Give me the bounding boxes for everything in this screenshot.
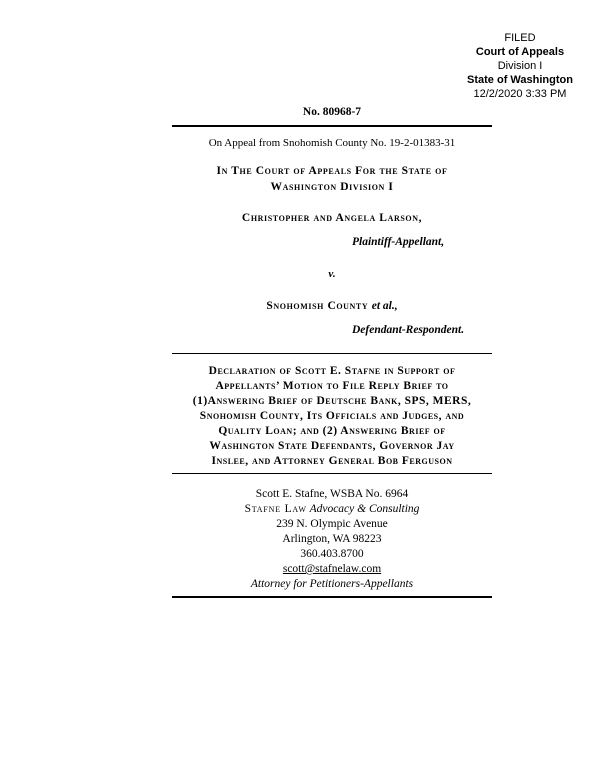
title-line: Quality Loan; and (2) Answering Brief of (218, 425, 446, 437)
title-line: Declaration of Scott E. Stafne in Support of (208, 365, 456, 377)
docket-number: No. 80968-7 (302, 106, 362, 118)
counsel-firm (172, 502, 492, 517)
title-bottom-divider (172, 473, 492, 474)
defendant-name (172, 300, 492, 312)
plaintiff-names: Christopher and Angela Larson, (241, 212, 423, 224)
title-line: Inslee, and Attorney General Bob Ferguson (211, 455, 453, 467)
title-line: Washington State Defendants, Governor Jay (209, 440, 455, 452)
title-line: (1)Answering Brief of Deutsche Bank, SPS, MERS, (192, 395, 472, 407)
defendant-etal: et al., (371, 300, 398, 312)
counsel-block (172, 487, 492, 592)
bottom-divider (172, 596, 492, 598)
stamp-state: State of Washington (467, 74, 573, 86)
stamp-datetime: 12/2/2020 3:33 PM (473, 88, 567, 100)
firm-name: Stafne Law (244, 503, 307, 515)
top-divider (172, 125, 492, 127)
stamp-court: Court of Appeals (475, 46, 565, 58)
filing-stamp (455, 31, 585, 101)
stamp-filed: FILED (504, 32, 536, 44)
counsel-email-link[interactable]: scott@stafnelaw.com (282, 563, 382, 575)
court-heading (172, 163, 492, 195)
counsel-role: Attorney for Petitioners-Appellants (250, 578, 414, 590)
title-line: Snohomish County, Its Officials and Judges, and (199, 410, 465, 422)
plaintiff-role: Plaintiff-Appellant, (352, 236, 445, 248)
stamp-division: Division I (497, 60, 543, 72)
title-top-divider (172, 353, 492, 354)
counsel-name: Scott E. Stafne, WSBA No. 6964 (255, 488, 409, 500)
firm-tagline: Advocacy & Consulting (309, 503, 420, 515)
versus: v. (328, 268, 336, 280)
court-heading-line-2: Washington Division I (270, 181, 394, 193)
counsel-city: Arlington, WA 98223 (282, 533, 382, 545)
counsel-street: 239 N. Olympic Avenue (276, 518, 388, 530)
appeal-from: On Appeal from Snohomish County No. 19-2-01383-31 (208, 137, 456, 149)
document-title (172, 364, 492, 469)
defendant-role: Defendant-Respondent. (352, 324, 465, 336)
title-line: Appellants’ Motion to File Reply Brief to (215, 380, 449, 392)
court-heading-line-1: In The Court of Appeals For the State of (216, 165, 448, 177)
defendant-name-text: Snohomish County (266, 300, 369, 312)
counsel-phone: 360.403.8700 (300, 548, 364, 560)
